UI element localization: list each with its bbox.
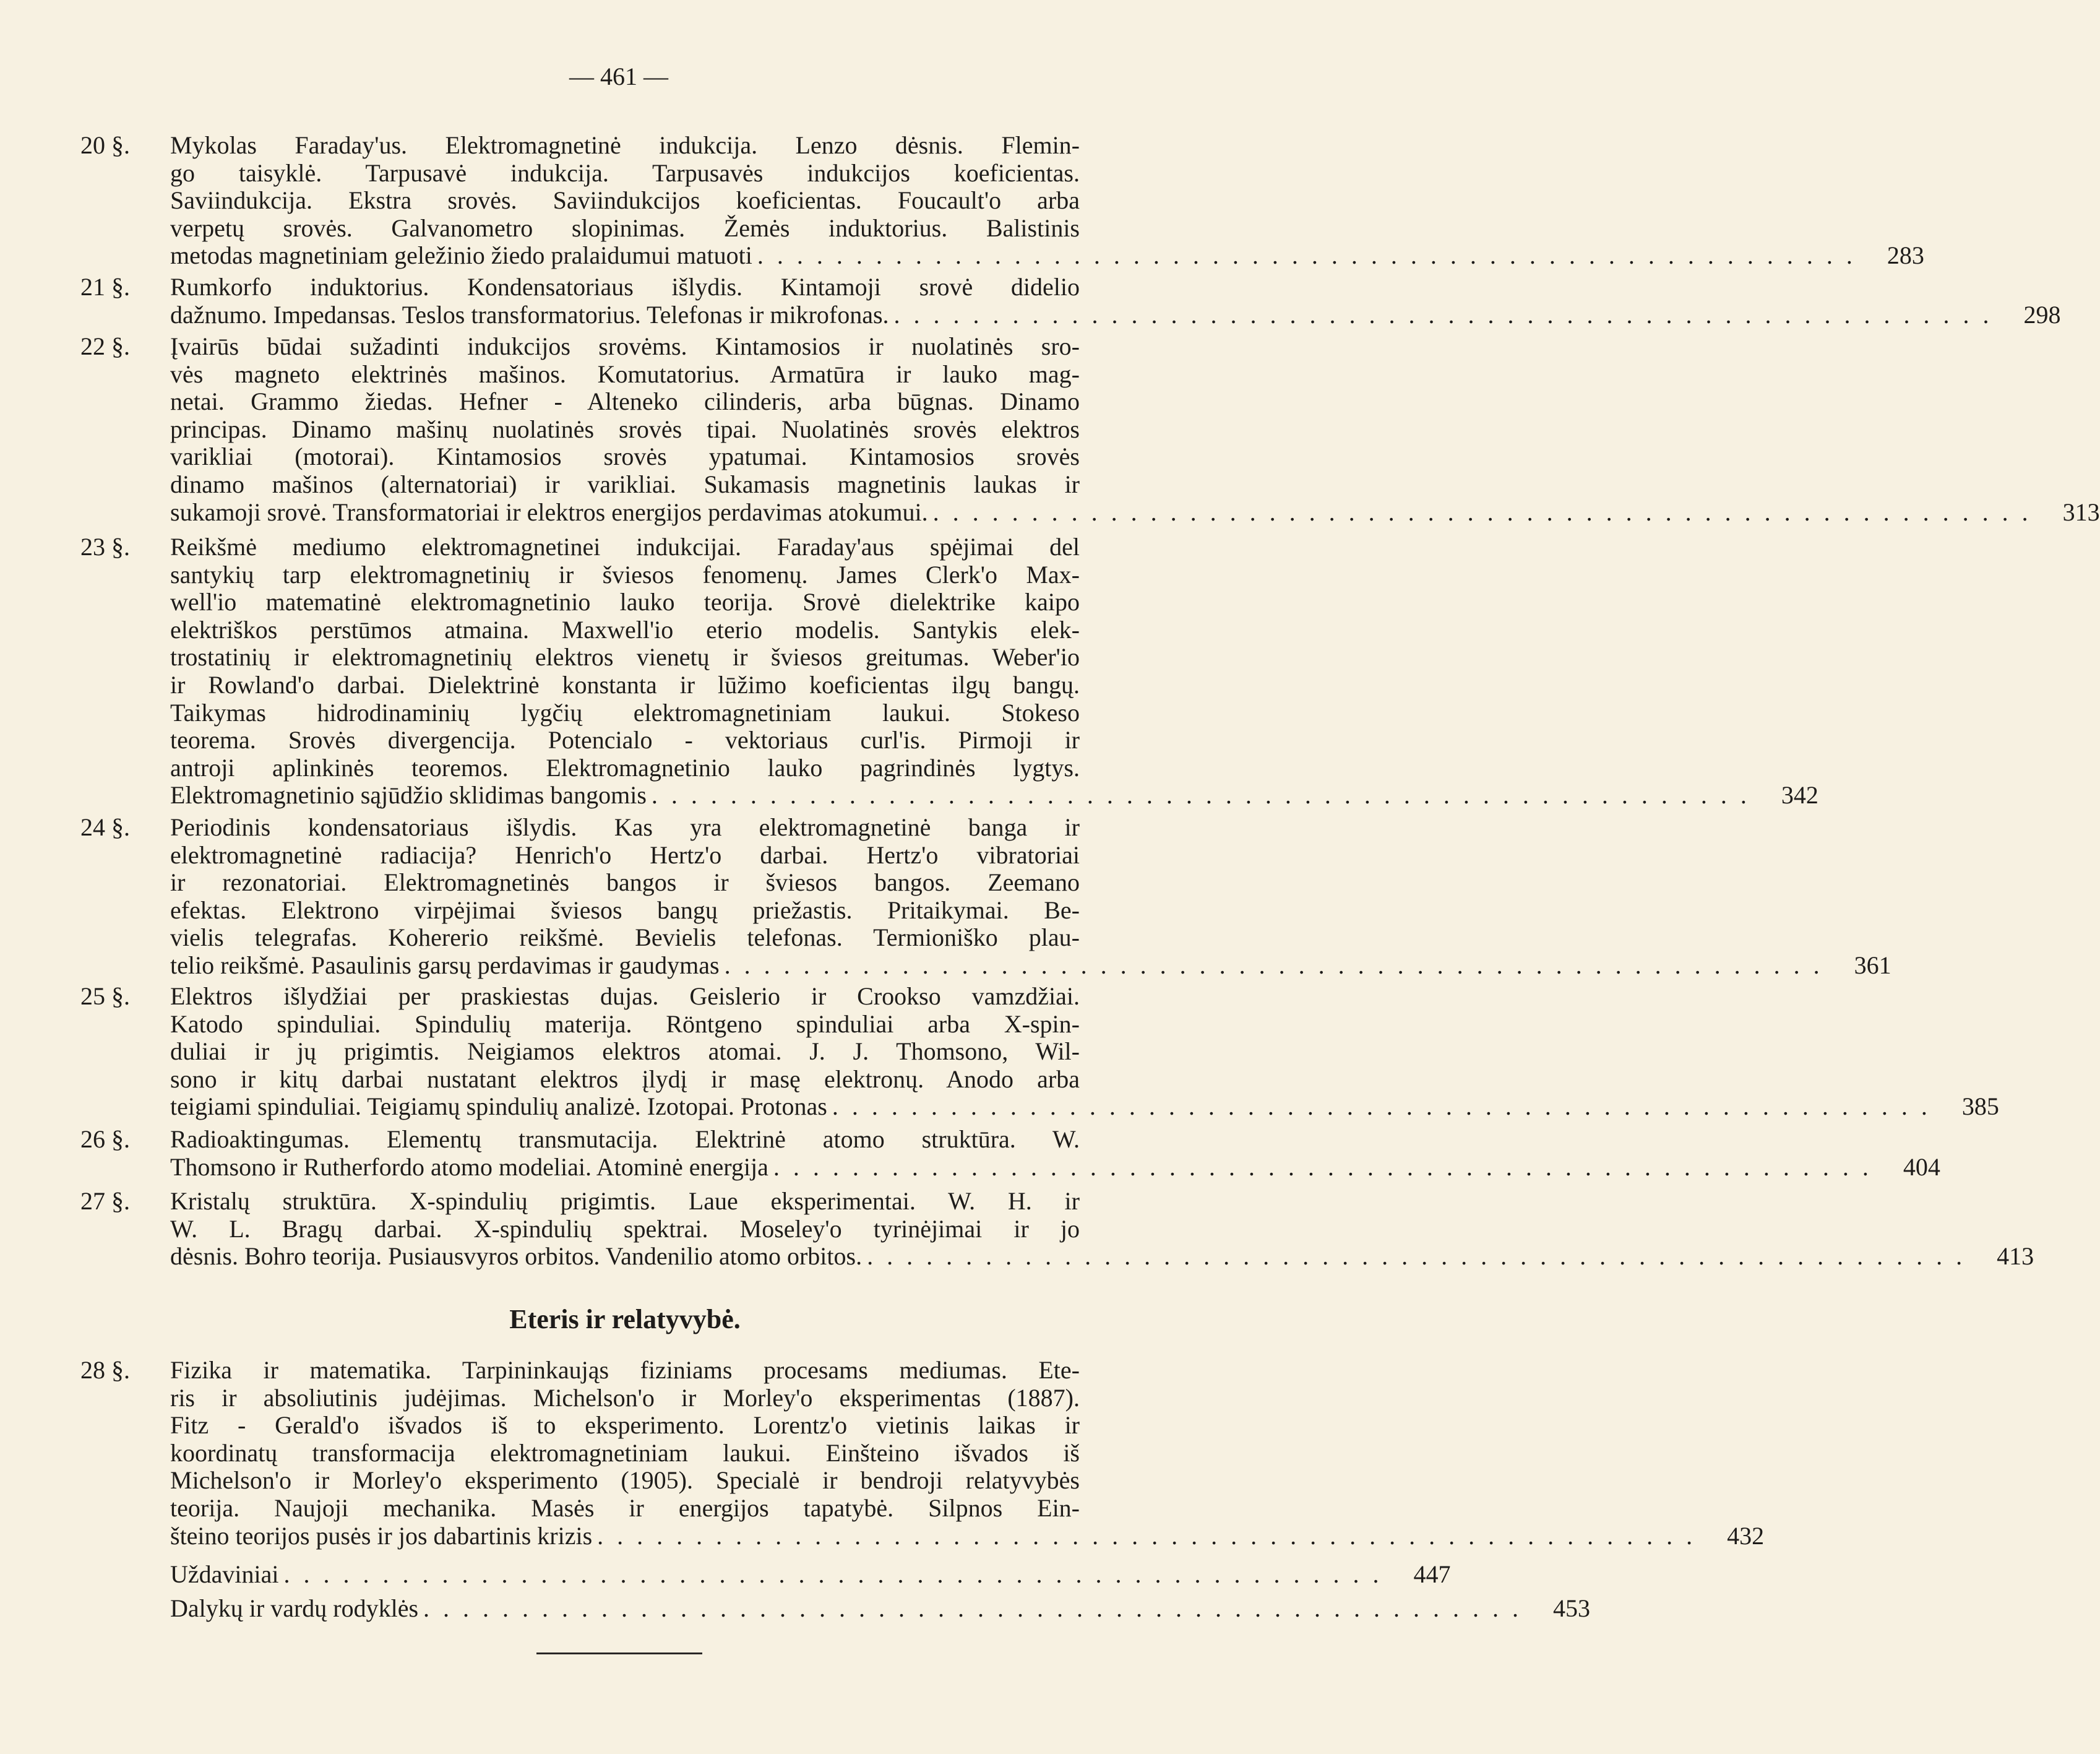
entry-line: antroji aplinkinės teoremos. Elektromagnetinio lauko pagrindinės lygtys. [170,753,1080,782]
entry-line: ris ir absoliutinis judėjimas. Michelson'o ir Morley'o eksperimentas (1887). [170,1383,1080,1412]
entry-line: teorema. Srovės divergencija. Potencialo - vektoriaus curl'is. Pirmoji ir [170,726,1080,754]
entry-line: ir Rowland'o darbai. Dielektrinė konstanta ir lūžimo koeficientas ilgų bangų. [170,670,1080,699]
section-number: 21 §. [80,273,130,301]
dot-leader: . . . . . . . . . . . . . . . . . . . . . . . . . . . . . . . . . . . . . . . . . . . . . . . . . . . . . . . . [832,1092,1931,1121]
entry-last-line [170,1594,1591,1623]
entry-text [170,273,2061,329]
entry-line: Dalykų ir vardų rodyklės [170,1594,419,1622]
entry-line: dinamo mašinos (alternatoriai) ir varikliai. Sukamasis magnetinis laukas ir [170,470,1080,498]
page-reference: 453 [1553,1594,1591,1622]
entry-line: trostatinių ir elektromagnetinių elektros vienetų ir šviesos greitumas. Weber'io [170,643,1080,672]
dot-leader: . . . . . . . . . . . . . . . . . . . . . . . . . . . . . . . . . . . . . . . . . . . . . . . . . . . . . . . . [724,951,1823,979]
entry-last-line [170,300,2061,329]
entry-line: well'io matematinė elektromagnetinio lauko teorija. Srovė dielektrike kaipo [170,588,1080,616]
section-number: 26 §. [80,1125,130,1153]
entry-line: Saviindukcija. Ekstra srovės. Saviindukcijos koeficientas. Foucault'o arba [170,186,1080,215]
entry-line: elektromagnetinė radiacija? Henrich'o Hertz'o darbai. Hertz'o vibratoriai [170,840,1080,869]
end-rule-divider [536,1652,702,1654]
dot-leader: . . . . . . . . . . . . . . . . . . . . . . . . . . . . . . . . . . . . . . . . . . . . . . . . . . . . . . . . [932,498,2032,526]
page-reference: 413 [1997,1242,2034,1271]
section-heading: Eteris ir relatyvybė. [509,1304,741,1334]
entry-text [170,1356,1765,1550]
entry-text [170,982,1999,1121]
section-number: 24 §. [80,813,130,841]
entry-line: dėsnis. Bohro teorija. Pusiausvyros orbitos. Vandenilio atomo orbitos. [170,1242,863,1271]
entry-line: telio reikšmė. Pasaulinis garsų perdavimas ir gaudymas [170,951,720,979]
entry-text [170,533,1818,810]
page-reference: 298 [2023,300,2061,329]
entry-last-line [170,498,2100,527]
entry-line: šteino teorijos pusės ir jos dabartinis krizis [170,1521,593,1550]
section-number: 28 §. [80,1356,130,1384]
entry-line: teorija. Naujoji mechanika. Masės ir energijos tapatybė. Silpnos Ein- [170,1493,1080,1522]
entry-line: duliai ir jų prigimtis. Neigiamos elektros atomai. J. J. Thomsono, Wil- [170,1037,1080,1066]
entry-line: Periodinis kondensatoriaus išlydis. Kas yra elektromagnetinė banga ir [170,813,1080,841]
page-reference: 342 [1781,781,1818,810]
entry-line: Elektromagnetinio sąjūdžio sklidimas bangomis [170,781,647,810]
entry-text [170,131,1924,270]
entry-last-line [170,1242,2034,1271]
entry-text [170,332,2100,526]
dot-leader: . . . . . . . . . . . . . . . . . . . . . . . . . . . . . . . . . . . . . . . . . . . . . . . . . . . . . . . . [757,241,1856,270]
entry-last-line [170,241,1924,270]
entry-line: Fitz - Gerald'o išvados iš to eksperimento. Lorentz'o vietinis laikas ir [170,1411,1080,1440]
entry-line: vės magneto elektrinės mašinos. Komutatorius. Armatūra ir lauko mag- [170,360,1080,388]
entry-last-line [170,1560,1451,1589]
entry-line: metodas magnetiniam geležinio žiedo pralaidumui matuoti [170,241,752,270]
entry-line: Reikšmė mediumo elektromagnetinei indukcijai. Faraday'aus spėjimai del [170,533,1080,561]
entry-line: vielis telegrafas. Kohererio reikšmė. Bevielis telefonas. Termioniško plau- [170,923,1080,952]
section-number: 22 §. [80,332,130,360]
page-reference: 404 [1903,1152,1940,1181]
entry-line: teigiami spinduliai. Teigiamų spindulių analizė. Izotopai. Protonas [170,1092,827,1121]
dot-leader: . . . . . . . . . . . . . . . . . . . . . . . . . . . . . . . . . . . . . . . . . . . . . . . . . . . . . . . . [597,1521,1697,1550]
entry-line: Rumkorfo induktorius. Kondensatoriaus išlydis. Kintamoji srovė didelio [170,273,1080,301]
dot-leader: . . . . . . . . . . . . . . . . . . . . . . . . . . . . . . . . . . . . . . . . . . . . . . . . . . . . . . . . [283,1560,1383,1588]
entry-line: ir rezonatoriai. Elektromagnetinės bangos ir šviesos bangos. Zeemano [170,868,1080,897]
dot-leader: . . . . . . . . . . . . . . . . . . . . . . . . . . . . . . . . . . . . . . . . . . . . . . . . . . . . . . . . [423,1594,1523,1622]
entry-line: santykių tarp elektromagnetinių ir šviesos fenomenų. James Clerk'o Max- [170,560,1080,589]
entry-line: varikliai (motorai). Kintamosios srovės ypatumai. Kintamosios srovės [170,443,1080,471]
entry-line: Uždaviniai [170,1560,279,1588]
page-reference: 447 [1413,1560,1451,1588]
entry-line: W. L. Bragų darbai. X-spindulių spektrai. Moseley'o tyrinėjimai ir jo [170,1214,1080,1243]
entry-line: Taikymas hidrodinaminių lygčių elektromagnetiniam laukui. Stokeso [170,698,1080,727]
dot-leader: . . . . . . . . . . . . . . . . . . . . . . . . . . . . . . . . . . . . . . . . . . . . . . . . . . . . . . . . [773,1152,1872,1181]
entry-line: Michelson'o ir Morley'o eksperimento (1905). Specialė ir bendroji relatyvybės [170,1466,1080,1495]
entry-line: elektriškos perstūmos atmaina. Maxwell'io eterio modelis. Santykis elek- [170,615,1080,644]
page-reference: 313 [2062,498,2100,526]
entry-line: netai. Grammo žiedas. Hefner - Alteneko cilinderis, arba būgnas. Dinamo [170,387,1080,416]
page-reference: 385 [1961,1092,1999,1121]
dot-leader: . . . . . . . . . . . . . . . . . . . . . . . . . . . . . . . . . . . . . . . . . . . . . . . . . . . . . . . . [651,781,1750,810]
entry-line: verpetų srovės. Galvanometro slopinimas. Žemės induktorius. Balistinis [170,214,1080,242]
page-reference: 361 [1854,951,1891,979]
entry-line: Kristalų struktūra. X-spindulių prigimtis. Laue eksperimentai. W. H. ir [170,1187,1080,1215]
entry-text [170,1187,2034,1271]
entry-line: Elektros išlydžiai per praskiestas dujas. Geislerio ir Crookso vamzdžiai. [170,982,1080,1010]
entry-text [170,1125,1940,1181]
page-number: — 461 — [569,63,668,90]
dot-leader: . . . . . . . . . . . . . . . . . . . . . . . . . . . . . . . . . . . . . . . . . . . . . . . . . . . . . . . . [893,300,1993,329]
entry-last-line [170,1092,1999,1121]
entry-line: Thomsono ir Rutherfordo atomo modeliai. Atominė energija [170,1152,768,1181]
page-reference: 283 [1887,241,1924,270]
entry-line: sukamoji srovė. Transformatoriai ir elektros energijos perdavimas atokumui. [170,498,928,526]
entry-last-line [170,781,1818,810]
entry-line: Radioaktingumas. Elementų transmutacija. Elektrinė atomo struktūra. W. [170,1125,1080,1153]
entry-last-line [170,1152,1940,1182]
section-number: 23 §. [80,533,130,561]
entry-text [170,813,1891,980]
entry-line: principas. Dinamo mašinų nuolatinės srovės tipai. Nuolatinės srovės elektros [170,415,1080,443]
entry-line: dažnumo. Impedansas. Teslos transformatorius. Telefonas ir mikrofonas. [170,300,889,329]
entry-line: go taisyklė. Tarpusavė indukcija. Tarpusavės indukcijos koeficientas. [170,158,1080,187]
entry-line: koordinatų transformacija elektromagnetiniam laukui. Einšteino išvados iš [170,1438,1080,1467]
dot-leader: . . . . . . . . . . . . . . . . . . . . . . . . . . . . . . . . . . . . . . . . . . . . . . . . . . . . . . . . [867,1242,1966,1271]
entry-last-line [170,1521,1765,1550]
entry-line: Mykolas Faraday'us. Elektromagnetinė indukcija. Lenzo dėsnis. Flemin- [170,131,1080,159]
page-reference: 432 [1727,1521,1765,1550]
entry-line: Katodo spinduliai. Spindulių materija. Röntgeno spinduliai arba X-spin- [170,1009,1080,1038]
section-number: 20 §. [80,131,130,159]
entry-text [170,1560,1451,1589]
entry-line: Fizika ir matematika. Tarpininkaująs fiziniams procesams mediumas. Ete- [170,1356,1080,1384]
section-number: 25 §. [80,982,130,1010]
entry-line: sono ir kitų darbai nustatant elektros įlydį ir masę elektronų. Anodo arba [170,1065,1080,1093]
entry-line: Įvairūs būdai sužadinti indukcijos srovėms. Kintamosios ir nuolatinės sro- [170,332,1080,360]
entry-text [170,1594,1591,1623]
section-number: 27 §. [80,1187,130,1215]
entry-line: efektas. Elektrono virpėjimai šviesos bangų priežastis. Pritaikymai. Be- [170,896,1080,924]
entry-last-line [170,951,1891,980]
